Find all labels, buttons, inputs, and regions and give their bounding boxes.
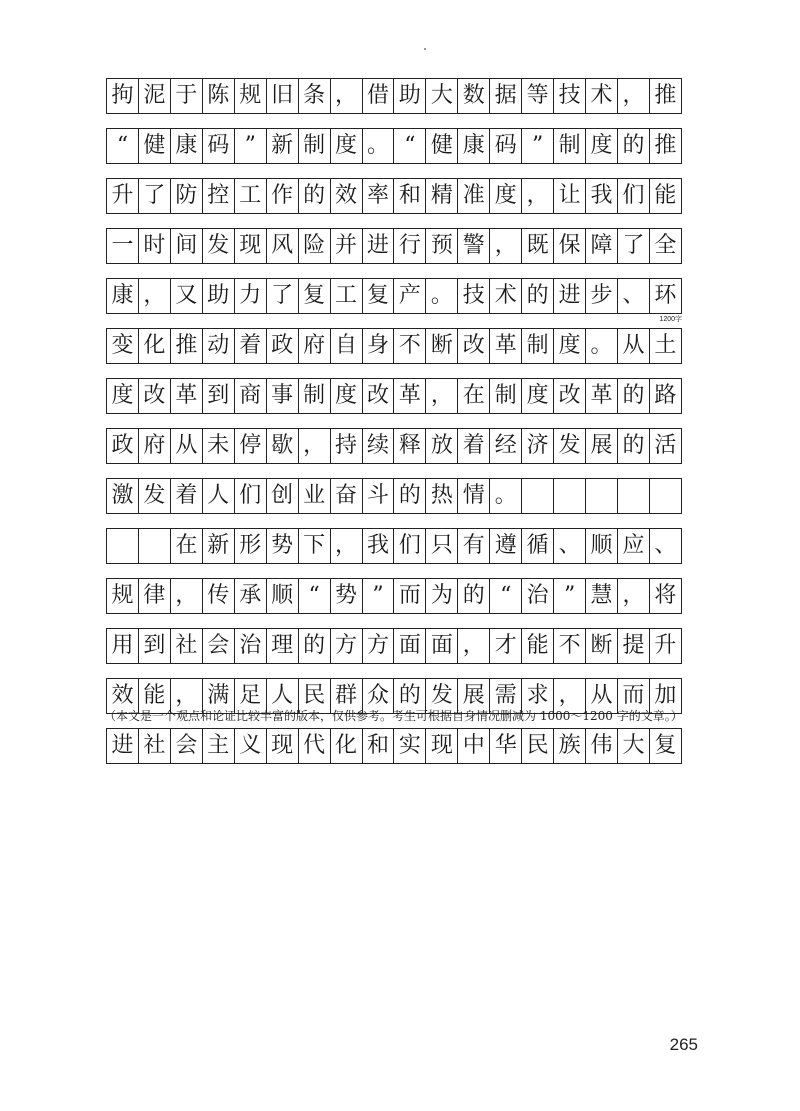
grid-cell: ， <box>299 429 331 463</box>
grid-cell: ” <box>363 579 395 613</box>
grid-cell: 势 <box>267 529 299 563</box>
grid-cell: 义 <box>235 729 267 763</box>
grid-cell: 方 <box>363 629 395 663</box>
grid-cell: 让 <box>554 179 586 213</box>
footnote: （本文是一个观点和论证比较丰富的版本，仅供参考。考生可根据自身情况删减为 1000～1200 字的文章。） <box>104 709 683 723</box>
grid-cell <box>107 529 139 563</box>
grid-cell: 的 <box>394 679 426 713</box>
grid-cell: 才 <box>490 629 522 663</box>
grid-row <box>106 428 682 464</box>
grid-cell: 度 <box>586 129 618 163</box>
page-number: 265 <box>669 1035 698 1054</box>
grid-cell: 进 <box>363 229 395 263</box>
grid-cell: 技 <box>458 279 490 313</box>
grid-cell: 足 <box>235 679 267 713</box>
grid-cell: 在 <box>458 379 490 413</box>
grid-cell: 并 <box>331 229 363 263</box>
grid-cell: ， <box>458 629 490 663</box>
grid-cell: 们 <box>235 479 267 513</box>
grid-cell: 会 <box>171 729 203 763</box>
grid-cell: 面 <box>426 629 458 663</box>
grid-cell: 预 <box>426 229 458 263</box>
grid-cell: 条 <box>299 79 331 113</box>
grid-cell: 民 <box>522 729 554 763</box>
grid-cell: 防 <box>171 179 203 213</box>
grid-cell: 。 <box>490 479 522 513</box>
grid-cell: 发 <box>139 479 171 513</box>
grid-cell: 现 <box>426 729 458 763</box>
grid-cell: 代 <box>299 729 331 763</box>
grid-cell: 的 <box>522 279 554 313</box>
grid-cell: 未 <box>203 429 235 463</box>
grid-cell: 满 <box>203 679 235 713</box>
grid-cell: ” <box>522 129 554 163</box>
grid-cell <box>650 479 682 513</box>
grid-cell: 势 <box>331 579 363 613</box>
grid-cell: 而 <box>618 679 650 713</box>
grid-cell: 保 <box>554 229 586 263</box>
grid-cell: 需 <box>490 679 522 713</box>
grid-cell: 度 <box>490 179 522 213</box>
grid-cell: 泥 <box>139 79 171 113</box>
grid-cell: 将 <box>650 579 682 613</box>
grid-cell: 断 <box>586 629 618 663</box>
grid-cell: 风 <box>267 229 299 263</box>
grid-row <box>106 628 682 664</box>
grid-cell: 的 <box>394 479 426 513</box>
grid-cell: 经 <box>490 429 522 463</box>
grid-cell: 着 <box>171 479 203 513</box>
grid-cell: 从 <box>171 429 203 463</box>
grid-cell: ， <box>554 679 586 713</box>
grid-cell: 。 <box>586 329 618 363</box>
grid-cell: 作 <box>267 179 299 213</box>
grid-cell: 身 <box>363 329 395 363</box>
grid-row <box>106 278 682 323</box>
grid-cell: 码 <box>203 129 235 163</box>
grid-cell: ， <box>331 529 363 563</box>
grid-cell: 和 <box>363 729 395 763</box>
grid-cell: 进 <box>107 729 139 763</box>
grid-cell: 在 <box>171 529 203 563</box>
grid-cell <box>139 529 171 563</box>
grid-cell: 革 <box>586 379 618 413</box>
grid-cell: 、 <box>618 279 650 313</box>
grid-row <box>106 128 682 164</box>
grid-cell: 助 <box>203 279 235 313</box>
grid-cell: 时 <box>139 229 171 263</box>
grid-cell: 制 <box>299 379 331 413</box>
grid-cell: 众 <box>363 679 395 713</box>
grid-cell: 的 <box>618 129 650 163</box>
grid-cell: 制 <box>522 329 554 363</box>
grid-cell: 准 <box>458 179 490 213</box>
grid-cell: 土 <box>650 329 682 363</box>
grid-cell <box>618 479 650 513</box>
grid-cell: 而 <box>394 579 426 613</box>
grid-cell: 会 <box>203 629 235 663</box>
grid-cell: 动 <box>203 329 235 363</box>
grid-cell: 康 <box>171 129 203 163</box>
grid-cell: 有 <box>458 529 490 563</box>
grid-cell: 间 <box>171 229 203 263</box>
grid-cell: 伟 <box>586 729 618 763</box>
grid-cell: ， <box>426 379 458 413</box>
page-mark <box>424 48 426 50</box>
grid-cell: 们 <box>618 179 650 213</box>
grid-cell: 能 <box>139 679 171 713</box>
grid-cell: 的 <box>299 179 331 213</box>
grid-cell: 人 <box>267 679 299 713</box>
grid-cell: 展 <box>586 429 618 463</box>
grid-cell: 遵 <box>490 529 522 563</box>
grid-cell: 精 <box>426 179 458 213</box>
grid-cell: 的 <box>458 579 490 613</box>
grid-cell: 商 <box>235 379 267 413</box>
grid-cell: 了 <box>618 229 650 263</box>
grid-cell: 制 <box>490 379 522 413</box>
grid-cell: 着 <box>235 329 267 363</box>
grid-cell: 新 <box>203 529 235 563</box>
grid-cell: 群 <box>331 679 363 713</box>
grid-cell: 能 <box>650 179 682 213</box>
grid-cell: 停 <box>235 429 267 463</box>
grid-cell: 实 <box>394 729 426 763</box>
grid-cell: ， <box>618 79 650 113</box>
grid-cell: 据 <box>490 79 522 113</box>
grid-cell: 展 <box>458 679 490 713</box>
grid-cell: 治 <box>235 629 267 663</box>
grid-cell: 热 <box>426 479 458 513</box>
grid-cell: 码 <box>490 129 522 163</box>
grid-cell: 从 <box>586 679 618 713</box>
grid-cell: 工 <box>331 279 363 313</box>
grid-cell: 复 <box>650 729 682 763</box>
grid-cell: ” <box>235 129 267 163</box>
grid-cell: 障 <box>586 229 618 263</box>
grid-cell: 济 <box>522 429 554 463</box>
grid-cell: 情 <box>458 479 490 513</box>
grid-cell: 族 <box>554 729 586 763</box>
grid-cell: 顺 <box>267 579 299 613</box>
grid-cell: 推 <box>650 79 682 113</box>
grid-cell: 歇 <box>267 429 299 463</box>
grid-cell: 活 <box>650 429 682 463</box>
grid-cell: 于 <box>171 79 203 113</box>
grid-cell: 们 <box>394 529 426 563</box>
grid-cell: 传 <box>203 579 235 613</box>
grid-cell: 、 <box>554 529 586 563</box>
grid-row <box>106 228 682 264</box>
grid-cell: 险 <box>299 229 331 263</box>
grid-cell: 放 <box>426 429 458 463</box>
grid-cell: 社 <box>171 629 203 663</box>
grid-cell <box>522 479 554 513</box>
grid-cell: 规 <box>107 579 139 613</box>
grid-cell: 步 <box>586 279 618 313</box>
grid-cell: 、 <box>650 529 682 563</box>
grid-cell: 业 <box>299 479 331 513</box>
grid-cell: 健 <box>426 129 458 163</box>
grid-cell: 应 <box>618 529 650 563</box>
grid-cell: 旧 <box>267 79 299 113</box>
grid-cell: 的 <box>618 379 650 413</box>
grid-cell: 释 <box>394 429 426 463</box>
grid-cell: “ <box>299 579 331 613</box>
grid-cell: 度 <box>107 379 139 413</box>
grid-cell: ， <box>618 579 650 613</box>
grid-cell: “ <box>394 129 426 163</box>
grid-row <box>106 528 682 564</box>
grid-cell: 现 <box>267 729 299 763</box>
grid-cell: 府 <box>299 329 331 363</box>
grid-cell: 事 <box>267 379 299 413</box>
grid-cell: 人 <box>203 479 235 513</box>
grid-cell: 我 <box>586 179 618 213</box>
grid-cell <box>554 479 586 513</box>
grid-cell: 只 <box>426 529 458 563</box>
grid-cell: 顺 <box>586 529 618 563</box>
grid-cell: 求 <box>522 679 554 713</box>
grid-cell: 形 <box>235 529 267 563</box>
grid-cell: 不 <box>394 329 426 363</box>
grid-cell: 治 <box>522 579 554 613</box>
grid-row <box>106 478 682 514</box>
grid-cell: 改 <box>139 379 171 413</box>
grid-cell: 推 <box>650 129 682 163</box>
grid-cell: 奋 <box>331 479 363 513</box>
grid-cell: 革 <box>171 379 203 413</box>
grid-cell: 我 <box>363 529 395 563</box>
grid-cell: 康 <box>458 129 490 163</box>
grid-cell: 升 <box>107 179 139 213</box>
grid-cell: 工 <box>235 179 267 213</box>
grid-cell: 承 <box>235 579 267 613</box>
grid-cell: 又 <box>171 279 203 313</box>
grid-cell: 加 <box>650 679 682 713</box>
grid-cell: 改 <box>458 329 490 363</box>
grid-cell: 等 <box>522 79 554 113</box>
grid-cell: 陈 <box>203 79 235 113</box>
grid-cell: 。 <box>363 129 395 163</box>
grid-cell: 一 <box>107 229 139 263</box>
grid-cell: 推 <box>171 329 203 363</box>
grid-cell: 断 <box>426 329 458 363</box>
grid-cell: ， <box>331 79 363 113</box>
grid-cell: 助 <box>394 79 426 113</box>
grid-cell: 提 <box>618 629 650 663</box>
grid-cell: 改 <box>363 379 395 413</box>
grid-cell: 进 <box>554 279 586 313</box>
grid-cell: ， <box>171 579 203 613</box>
grid-cell: 创 <box>267 479 299 513</box>
grid-cell: 社 <box>139 729 171 763</box>
grid-cell: 新 <box>267 129 299 163</box>
grid-row <box>106 78 682 114</box>
grid-cell: 大 <box>426 79 458 113</box>
grid-cell: 术 <box>490 279 522 313</box>
grid-cell: 健 <box>139 129 171 163</box>
grid-cell: 府 <box>139 429 171 463</box>
grid-cell: 理 <box>267 629 299 663</box>
grid-cell: 借 <box>363 79 395 113</box>
grid-cell: 律 <box>139 579 171 613</box>
grid-cell: 激 <box>107 479 139 513</box>
grid-cell: 下 <box>299 529 331 563</box>
grid-row <box>106 378 682 414</box>
grid-cell: 能 <box>522 629 554 663</box>
grid-cell: 大 <box>618 729 650 763</box>
grid-cell: 效 <box>107 679 139 713</box>
grid-cell: 度 <box>331 129 363 163</box>
grid-cell: 。 <box>426 279 458 313</box>
grid-cell: 复 <box>363 279 395 313</box>
grid-cell: 的 <box>618 429 650 463</box>
grid-cell: 持 <box>331 429 363 463</box>
grid-cell: 制 <box>554 129 586 163</box>
grid-cell: ， <box>522 179 554 213</box>
grid-cell: 着 <box>458 429 490 463</box>
grid-cell: 升 <box>650 629 682 663</box>
grid-cell: 续 <box>363 429 395 463</box>
grid-cell: 自 <box>331 329 363 363</box>
grid-cell: ” <box>554 579 586 613</box>
grid-cell: 革 <box>490 329 522 363</box>
grid-cell: 改 <box>554 379 586 413</box>
grid-cell: 慧 <box>586 579 618 613</box>
grid-cell: 到 <box>203 379 235 413</box>
grid-cell: 拘 <box>107 79 139 113</box>
grid-cell: 术 <box>586 79 618 113</box>
composition-grid <box>106 78 682 778</box>
grid-cell: 斗 <box>363 479 395 513</box>
grid-cell: 规 <box>235 79 267 113</box>
grid-cell: 华 <box>490 729 522 763</box>
grid-cell: 效 <box>331 179 363 213</box>
grid-cell: 中 <box>458 729 490 763</box>
grid-cell: 政 <box>107 429 139 463</box>
grid-cell: 用 <box>107 629 139 663</box>
grid-cell: 和 <box>394 179 426 213</box>
grid-cell: “ <box>107 129 139 163</box>
grid-cell: 政 <box>267 329 299 363</box>
grid-cell: 面 <box>394 629 426 663</box>
grid-cell: 民 <box>299 679 331 713</box>
grid-row <box>106 178 682 214</box>
grid-cell: ， <box>490 229 522 263</box>
grid-cell: 制 <box>299 129 331 163</box>
word-count-marker: 1200字 <box>659 316 682 323</box>
grid-cell: 到 <box>139 629 171 663</box>
grid-cell: 了 <box>267 279 299 313</box>
grid-row <box>106 578 682 614</box>
grid-cell: 警 <box>458 229 490 263</box>
grid-cell: 率 <box>363 179 395 213</box>
grid-cell: 全 <box>650 229 682 263</box>
grid-cell: 发 <box>426 679 458 713</box>
grid-cell: 现 <box>235 229 267 263</box>
grid-cell: 度 <box>554 329 586 363</box>
grid-cell: 方 <box>331 629 363 663</box>
grid-cell: ， <box>139 279 171 313</box>
grid-cell: 康 <box>107 279 139 313</box>
grid-cell: 度 <box>522 379 554 413</box>
grid-cell: 化 <box>331 729 363 763</box>
grid-cell: ， <box>171 679 203 713</box>
grid-cell: 发 <box>554 429 586 463</box>
grid-cell: 路 <box>650 379 682 413</box>
grid-cell: 为 <box>426 579 458 613</box>
grid-cell: 革 <box>394 379 426 413</box>
grid-cell: 主 <box>203 729 235 763</box>
grid-cell: 了 <box>139 179 171 213</box>
grid-cell: 循 <box>522 529 554 563</box>
grid-cell: 复 <box>299 279 331 313</box>
grid-cell: 技 <box>554 79 586 113</box>
grid-cell: 数 <box>458 79 490 113</box>
grid-cell: “ <box>490 579 522 613</box>
grid-cell: 从 <box>618 329 650 363</box>
grid-cell: 力 <box>235 279 267 313</box>
grid-cell: 环 <box>650 279 682 313</box>
grid-cell: 变 <box>107 329 139 363</box>
grid-cell: 既 <box>522 229 554 263</box>
grid-cell: 不 <box>554 629 586 663</box>
grid-cell: 度 <box>331 379 363 413</box>
grid-cell <box>586 479 618 513</box>
grid-row <box>106 328 682 364</box>
grid-row <box>106 728 682 764</box>
grid-cell: 控 <box>203 179 235 213</box>
grid-cell: 行 <box>394 229 426 263</box>
grid-cell: 发 <box>203 229 235 263</box>
grid-cell: 化 <box>139 329 171 363</box>
grid-cell: 产 <box>394 279 426 313</box>
grid-cell: 的 <box>299 629 331 663</box>
